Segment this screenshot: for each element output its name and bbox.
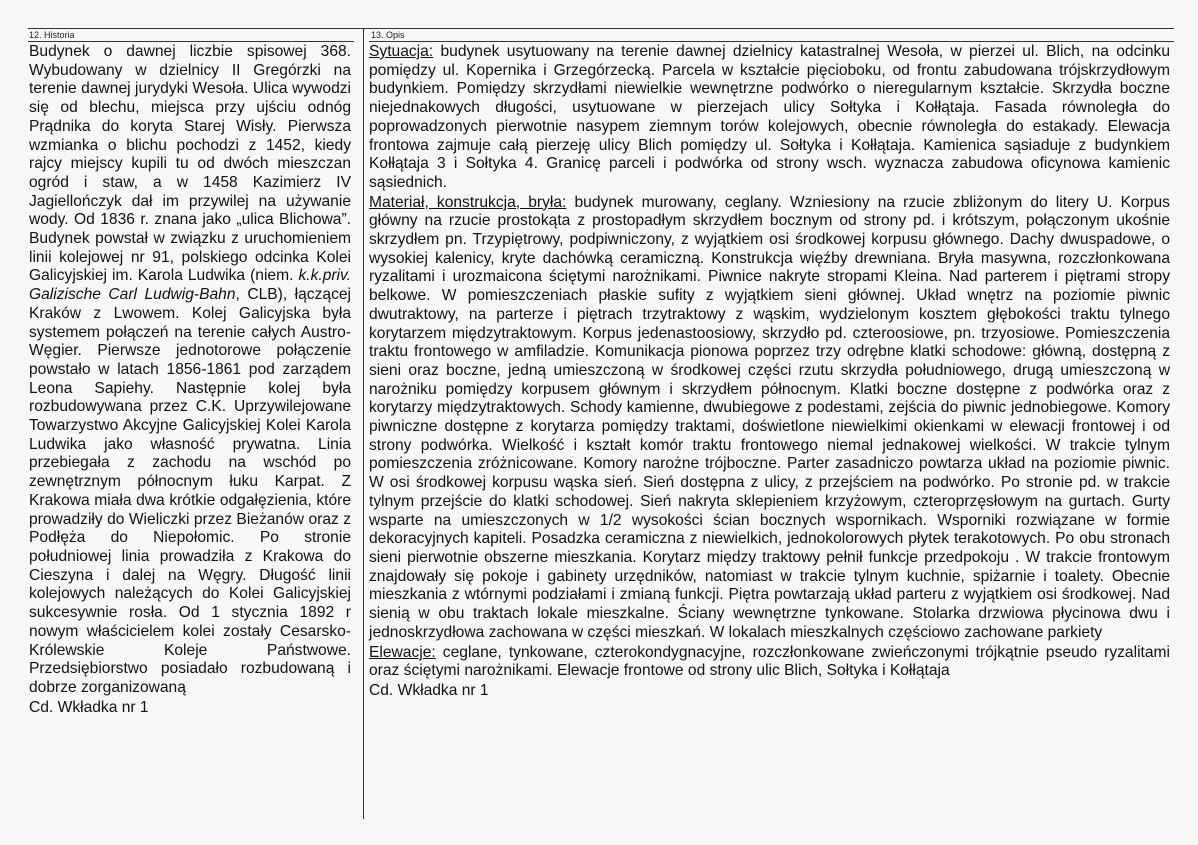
history-continuation: Cd. Wkładka nr 1 <box>29 698 149 716</box>
description-header: 13. Opis <box>369 29 1174 42</box>
history-text-part1: Budynek o dawnej liczbie spisowej 368. Wybudowany w dzielnicy II Gregórzki na terenie dawnej jurydyki Wesoła. Ulica wywodzi się od blechu, miejsca przy ujściu odnóg Prądnika do koryta Starej Wisły. Pierwsza wzmianka o blichu pochodzi z 1452, kiedy rajcy miejscy kupili tu od dwóch mieszczan ogród i staw, a w 1458 Kazimierz IV Jagiellończyk dał im przywilej na używanie wody. Od 1836 r. znana jako „ulica Blichowa”. Budynek powstał w związku z uruchomieniem linii kolejowej nr 91, polskiego odcinka Kolei Galicyjskiej im. Karola Ludwika (niem. <box>29 43 351 285</box>
history-text <box>28 43 351 698</box>
history-text-italic: k.k.priv. Galizische Carl Ludwig-Bahn <box>29 267 351 304</box>
elewacje-label: Elewacje: <box>369 643 436 661</box>
description-column <box>363 29 1174 819</box>
description-material <box>369 194 1170 643</box>
history-header: 12. Historia <box>28 29 354 42</box>
sytuacja-label: Sytuacja: <box>369 43 434 60</box>
description-sytuacja <box>369 43 1170 193</box>
record-table <box>28 28 1174 819</box>
history-text-part2: , CLB), łączącej Kraków z Lwowem. Kolej Galicyjska była systemem połączeń na terenie całych Austro-Węgier. Pierwsze jednotorowe połączenie powstało w latach 1856-1861 pod zarządem Leona Sapiehy. Następnie kolej była rozbudowywana przez C.K. Uprzywilejowane Towarzystwo Akcyjne Galicyjskiej Kolei Karola Ludwika jako własność prywatna. Linia przebiegała z zachodu na wschód po zewnętrznym północnym łuku Karpat. Z Krakowa miała dwa krótkie odgałęzienia, które prowadziły do Wieliczki przez Bieżanów oraz z Podłęża do Niepołomic. Po stronie południowej linia prowadziła z Krakowa do Cieszyna i dalej na Węgry. Długość linii kolejowych należących do Kolei Galicyjskiej sukcesywnie rosła. Od 1 stycznia 1892 r nowym właścicielem kolei zostały Cesarsko-Królewskie Koleje Państwowe. Przedsiębiorstwo posiadało rozbudowaną i dobrze zorganizowaną <box>29 286 351 696</box>
material-label: Materiał, konstrukcja, bryła: <box>369 193 567 211</box>
material-text: budynek murowany, ceglany. Wzniesiony na rzucie zbliżonym do litery U. Korpus główny na rzucie prostokąta z prostopadłym skrzydłem bocznym od strony pd. i krótszym, połączonym ukośnie skrzydłem pn. Trzypiętrowy, podpiwniczony, z wyjątkiem osi środkowej korpusu głównego. Dachy dwuspadowe, o wysokiej kalenicy, kryte dachówką ceramiczną. Konstrukcja więźby drewniana. Bryła masywna, rozczłonkowana ryzalitami i urozmaicona ściętymi narożnikami. Piwnice nakryte stropami Kleina. Nad parterem i piętrami stropy belkowe. W pomieszczeniach płaskie sufity z wyjątkiem sieni głównej. Układ wnętrz na poziomie piwnic dwutraktowy, na parterze i piętrach trzytraktowy z wąskim, wydzielonym kosztem głębokości traktu tylnego korytarzem międzytraktowym. Korpus jedenastoosiowy, skrzydło pd. czteroosiowe, pn. trzyosiowe. Pomieszczenia traktu frontowego w amfiladzie. Komunikacja pionowa poprzez trzy odrębne klatki schodowe: główną, dostępną z sieni oraz boczne, jedną umieszczoną w środkowej części rzutu skrzydła południowego, drugą umieszczoną w narożniku pomiędzy korpusem głównym i skrzydłem północnym. Klatki boczne dostępne z podwórka oraz z korytarzy międzytraktowych. Schody kamienne, dwubiegowe z podestami, zejścia do piwnic jednobiegowe. Komory piwniczne dostępne z korytarza pomiędzy traktami, doświetlone niewielkimi okienkami w elewacji frontowej i od strony podwórka. Wielkość i kształt komór traktu frontowego niemal jednakowej wielkości. W trakcie tylnym pomieszczenia zróżnicowane. Komory narożne trójboczne. Parter zasadniczo powtarza układ na poziomie piwnic. W osi środkowej korpusu wąska sień. Sień dostępna z ulicy, z przejściem na podwórko. Po stronie pd. w trakcie tylnym przejście do klatki schodowej. Sień nakryta sklepieniem krzyżowym, czteroprzęsłowym na gurtach. Gurty wsparte na umieszczonych w 1/2 wysokości ścian bocznych wspornikach. Wsporniki rozwiązane w formie dekoracyjnych kapiteli. Posadzka ceramiczna z niewielkich, jednokolorowych płytek terakotowych. Po obu stronach sieni pierwotnie obszerne mieszkania. Korytarz między traktowy pełnił funkcje przedpokoju . W trakcie frontowym znajdowały się pokoje i gabinety urzędników, natomiast w trakcie tylnym kuchnie, spiżarnie i toalety. Obecnie mieszkania z wtórnymi podziałami i zmianą funkcji. Piętra powtarzają układ parteru z wyjątkiem osi środkowej. Nad sienią w obu traktach lokale mieszkalne. Ściany wewnętrzne tynkowane. Stolarka drzwiowa płycinowa dwu i jednoskrzydłowa zachowana w części mieszkań. W lokalach mieszkalnych częściowo zachowane parkiety <box>369 193 1170 641</box>
description-elewacje <box>369 644 1170 681</box>
elewacje-text: ceglane, tynkowane, czterokondygnacyjne, rozczłonkowane zwieńczonymi trójkątnie pseudo ryzalitami oraz ściętymi narożnikami. Elewacje frontowe od strony ulic Blich, Sołtyka i Kołłątaja <box>369 643 1170 680</box>
description-continuation: Cd. Wkładka nr 1 <box>369 681 489 699</box>
sytuacja-text: budynek usytuowany na terenie dawnej dzielnicy katastralnej Wesoła, w pierzei ul. Blich, na odcinku pomiędzy ul. Kopernika i Grzegórzecką. Parcela w kształcie pięcioboku, od frontu zabudowana trójskrzydłowym budynkiem. Pomiędzy skrzydłami niewielkie wewnętrzne podwórko o nieregularnym kształcie. Skrzydła boczne niejednakowych długości, usytuowane w pierzejach ulicy Sołtyka i Kołłątaja. Fasada równoległa do poprowadzonych pierwotnie nasypem ziemnym torów kolejowych, obecnie równoległa do estakady. Elewacja frontowa zajmuje całą pierzeję ulicy Blich pomiędzy ul. Sołtyka i Kołłątaja. Kamienica sąsiaduje z budynkiem Kołłątaja 3 i Sołtyka 4. Granicę parceli i podwórka od strony wsch. wyznacza zabudowa oficynowa kamienic sąsiednich. <box>369 43 1170 191</box>
history-column <box>28 29 354 819</box>
